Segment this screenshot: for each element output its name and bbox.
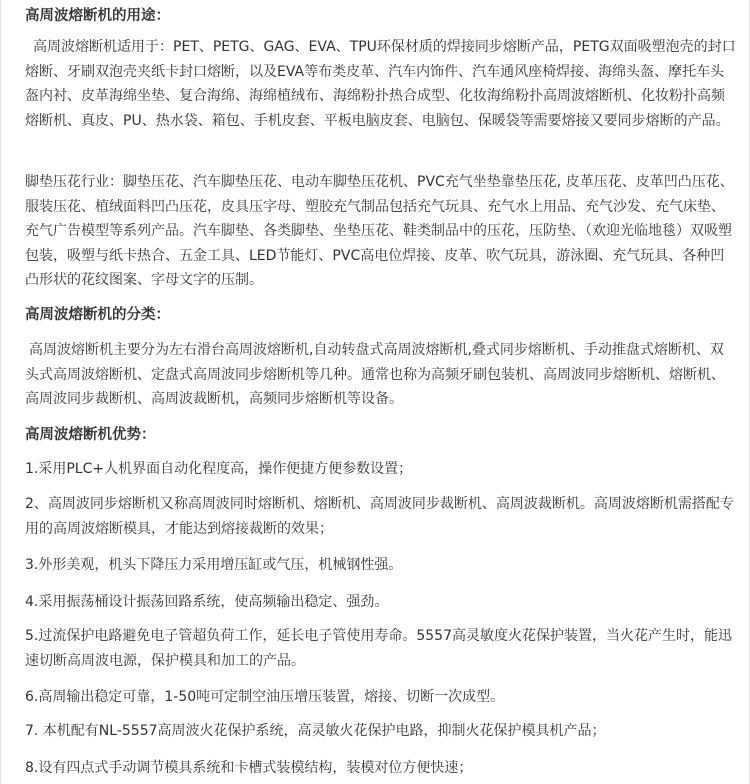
- advantage-item: 3.外形美观，机头下降压力采用增压缸或气压，机械钢性强。: [25, 557, 403, 573]
- embossing-paragraph: 脚垫压花行业：脚垫压花、汽车脚垫压花、电动车脚垫压花机、PVC充气坐垫靠垫压花, 皮革压花、皮革凹凸压花、服装压花、植绒面料凹凸压花，皮具压字母、塑胶充气制品包括充气玩具、充气水上用品、充气沙发、充气床垫、充气广告模型等系列产品。汽车脚垫、各类脚垫、坐垫压花、鞋类制品中的压花，压防垫、（欢迎光临地毯）双吸塑包装，吸塑与纸卡热合、五金工具、LED节能灯、PVC高电位焊接、皮革、吹气玩具，游泳圈、充气玩具、各种凹凸形状的花纹图案、字母文字的压制。: [25, 174, 734, 288]
- advantage-item: 5.过流保护电路避免电子管超负荷工作，延长电子管使用寿命。5557高灵敏度火花保护装置，当火花产生时，能迅速切断高周波电源，保护模具和加工的产品。: [25, 628, 732, 669]
- section-heading-advantages: 高周波熔断机优势：: [25, 427, 156, 443]
- advantage-item: 2、高周波同步熔断机又称高周波同时熔断机、熔断机、高周波同步裁断机、高周波裁断机。高周波熔断机需搭配专用的高周波熔断模具，才能达到熔接裁断的效果；: [25, 496, 734, 537]
- uses-paragraph: 高周波熔断机适用于：PET、PETG、GAG、EVA、TPU环保材质的焊接同步熔断产品，PETG双面吸塑泡壳的封口熔断、牙刷双泡壳夹纸卡封口熔断，以及EVA等布类皮革、汽车内饰件、汽车通风座椅焊接、海绵头盔、摩托车头盔内衬、皮革海绵坐垫、复合海绵、海绵植绒布、海绵粉扑热合成型、化妆海绵粉扑高周波熔断机、化妆粉扑高频熔断机、真皮、PU、热水袋、箱包、手机皮套、平板电脑皮套、电脑包、保暖袋等需要熔接又要同步熔断的产品。: [25, 39, 736, 129]
- classification-paragraph: 高周波熔断机主要分为左右滑台高周波熔断机,自动转盘式高周波熔断机,叠式同步熔断机、手动推盘式熔断机、双头式高周波熔断机、定盘式高周波同步熔断机等几种。通常也称为高频牙刷包装机、高周波同步熔断机、熔断机、高周波同步裁断机、高周波裁断机，高频同步熔断机等设备。: [25, 342, 725, 407]
- content-border-left: [0, 0, 1, 784]
- section-heading-classification: 高周波熔断机的分类：: [25, 307, 170, 323]
- section-heading-uses: 高周波熔断机的用途：: [25, 8, 170, 24]
- advantage-item: 1.采用PLC+人机界面自动化程度高，操作便捷方便参数设置；: [25, 461, 413, 477]
- advantage-item: 8.设有四点式手动调节模具系统和卡槽式装模结构，装模对位方便快速；: [25, 760, 473, 776]
- advantage-item: 6.高周输出稳定可靠，1-50吨可定制空油压增压装置，熔接、切断一次成型。: [25, 689, 505, 705]
- advantage-item: 4.采用振荡桶设计振荡回路系统，使高频输出稳定、强劲。: [25, 594, 389, 610]
- advantage-item: 7. 本机配有NL-5557高周波火花保护系统，高灵敏火花保护电路，抑制火花保护模具机产品；: [25, 723, 606, 739]
